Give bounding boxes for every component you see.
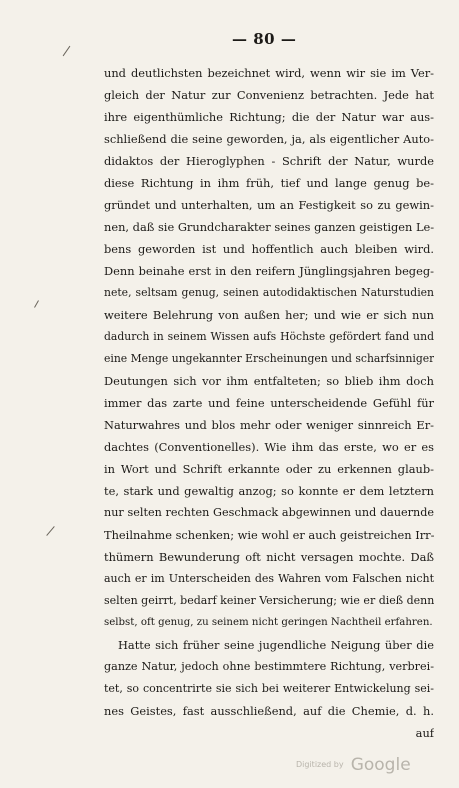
- text-line: didaktos der Hieroglyphen - Schrift der Natur, wurde: [104, 154, 434, 168]
- text-line: nen, daß sie Grundcharakter seines ganzen geistigen Le-: [104, 220, 434, 234]
- text-line: tet, so concentrirte sie sich bei weiterer Entwickelung sei-: [104, 682, 434, 695]
- margin-mark: [63, 46, 71, 56]
- text-line: in Wort und Schrift erkannte oder zu erkennen glaub-: [104, 462, 434, 476]
- text-line: immer das zarte und feine unterscheidende Gefühl für: [104, 396, 434, 410]
- text-line: eine Menge ungekannter Erscheinungen und scharfsinniger: [104, 352, 434, 365]
- text-line: und deutlichsten bezeichnet wird, wenn wir sie im Ver-: [104, 66, 434, 80]
- text-line: gleich der Natur zur Convenienz betrachten. Jede hat: [104, 88, 434, 102]
- text-line: bens geworden ist und hoffentlich auch bleiben wird.: [104, 242, 434, 256]
- text-line: ganze Natur, jedoch ohne bestimmtere Richtung, verbrei-: [104, 660, 434, 673]
- text-line: nes Geistes, fast ausschließend, auf die Chemie, d. h.: [104, 704, 434, 718]
- catchword: auf: [415, 726, 434, 740]
- text-line: auch er im Unterscheiden des Wahren vom Falschen nicht: [104, 572, 434, 585]
- text-line: nur selten rechten Geschmack abgewinnen und dauernde: [104, 506, 434, 519]
- text-line: diese Richtung in ihm früh, tief und lange genug be-: [104, 176, 434, 190]
- text-line: Deutungen sich vor ihm entfalteten; so blieb ihm doch: [104, 374, 434, 388]
- text-line: te, stark und gewaltig anzog; so konnte er dem letztern: [104, 484, 434, 498]
- body-text: [104, 62, 434, 744]
- text-line: nete, seltsam genug, seinen autodidaktischen Naturstudien: [104, 286, 434, 299]
- digitized-watermark: [296, 754, 411, 775]
- text-line: ihre eigenthümliche Richtung; die der Natur war aus-: [104, 110, 434, 124]
- text-line: selten geirrt, bedarf keiner Versicherung; wie er dieß denn: [104, 594, 434, 607]
- text-line: Theilnahme schenken; wie wohl er auch geistreichen Irr-: [104, 528, 434, 542]
- text-line: Hatte sich früher seine jugendliche Neigung über die: [118, 638, 434, 652]
- text-line: schließend die seine geworden, ja, als eigentlicher Auto-: [104, 132, 434, 146]
- margin-mark: [34, 300, 39, 307]
- text-line: Naturwahres und blos mehr oder weniger sinnreich Er-: [104, 418, 434, 432]
- text-line: thümern Bewunderung oft nicht versagen mochte. Daß: [104, 550, 434, 564]
- google-logo: Google: [350, 754, 411, 775]
- text-line: Denn beinahe erst in den reifern Jünglingsjahren begeg-: [104, 264, 434, 278]
- watermark-prefix: Digitized by: [296, 760, 344, 769]
- text-line: gründet und unterhalten, um an Festigkeit so zu gewin-: [104, 198, 434, 212]
- text-line: dadurch in seinem Wissen aufs Höchste gefördert fand und: [104, 330, 434, 343]
- text-line: weitere Belehrung von außen her; und wie er sich nun: [104, 308, 434, 322]
- page-number: — 80 —: [232, 30, 297, 48]
- margin-mark: [46, 526, 54, 536]
- text-line: selbst, oft genug, zu seinem nicht geringen Nachtheil erfahren.: [104, 617, 433, 628]
- text-line: dachtes (Conventionelles). Wie ihm das erste, wo er es: [104, 440, 434, 454]
